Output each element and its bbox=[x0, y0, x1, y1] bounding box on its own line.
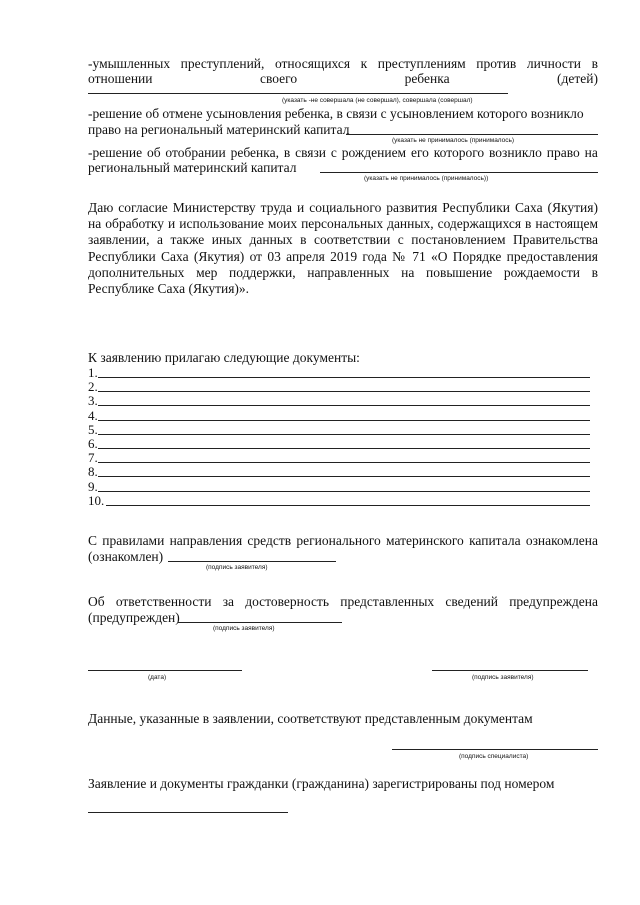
word: регионального bbox=[296, 533, 381, 548]
word: к bbox=[360, 56, 368, 71]
document-item-line[interactable] bbox=[98, 476, 590, 477]
responsibility-line-1 bbox=[88, 594, 598, 610]
word: рождением bbox=[341, 145, 407, 160]
word: отобрании bbox=[165, 145, 226, 160]
crimes-line-2 bbox=[88, 71, 598, 87]
word: на bbox=[584, 145, 598, 160]
document-item-number: 4. bbox=[88, 407, 98, 423]
registration-number-line[interactable] bbox=[88, 812, 288, 813]
document-item-line[interactable] bbox=[98, 448, 590, 449]
consent-paragraph: Даю согласие Министерству труда и социального развития Республики Саха (Якутия) на обработку и использование моих персональных данных, содержащихся в настоящем заявлении, а также иных данных в соответствии с постановлением Правительства Республики Саха (Якутия) от 03 апреля 2019 года № 71 «О Порядке предоставления дополнительных мер поддержки, направленных на повышение рождаемости в Республике Саха (Якутия)». bbox=[88, 200, 598, 297]
crimes-answer-line[interactable] bbox=[88, 93, 508, 94]
removal-line-2: региональный материнский капитал bbox=[88, 160, 297, 175]
crimes-line-1 bbox=[88, 56, 598, 72]
adoption-answer-line[interactable] bbox=[346, 134, 598, 135]
applicant-signature-hint: (подпись заявителя) bbox=[472, 674, 534, 681]
word: с bbox=[330, 145, 337, 160]
word: в bbox=[591, 56, 598, 71]
responsibility-signature-line[interactable] bbox=[178, 622, 342, 623]
document-item-line[interactable] bbox=[106, 505, 590, 506]
document-item-line[interactable] bbox=[98, 434, 590, 435]
word: материнского bbox=[386, 533, 464, 548]
document-item-line[interactable] bbox=[98, 462, 590, 463]
word: которого bbox=[433, 145, 485, 160]
word: за bbox=[222, 594, 235, 609]
word: против bbox=[476, 56, 517, 71]
rules-line-1 bbox=[88, 533, 598, 549]
word: ознакомлена bbox=[525, 533, 598, 548]
date-line[interactable] bbox=[88, 670, 242, 671]
removal-line-1 bbox=[88, 145, 598, 161]
word: связи bbox=[295, 145, 327, 160]
registration-text: Заявление и документы гражданки (гражданина) зарегистрированы под номером bbox=[88, 776, 555, 791]
document-item-number: 9. bbox=[88, 478, 98, 494]
verification-text: Данные, указанные в заявлении, соответствуют представленным документам bbox=[88, 711, 533, 726]
document-item-number: 6. bbox=[88, 436, 98, 451]
date-hint: (дата) bbox=[148, 674, 167, 681]
word: -решение bbox=[88, 145, 143, 160]
word: личности bbox=[526, 56, 582, 71]
document-item-line[interactable] bbox=[98, 405, 590, 406]
word: своего bbox=[259, 71, 298, 86]
word: ответственности bbox=[115, 594, 212, 609]
document-item-number: 7. bbox=[88, 450, 98, 466]
responsibility-hint: (подпись заявителя) bbox=[213, 625, 275, 632]
word: право bbox=[546, 145, 580, 160]
rules-signature-line[interactable] bbox=[168, 561, 336, 562]
document-item-number: 5. bbox=[88, 421, 98, 437]
word: отношении bbox=[88, 71, 153, 86]
word: предупреждена bbox=[509, 594, 598, 609]
document-item-line[interactable] bbox=[98, 391, 590, 392]
document-item-number: 3. bbox=[88, 393, 98, 409]
word: Об bbox=[88, 594, 105, 609]
adoption-line-2: право на региональный материнский капитал bbox=[88, 122, 350, 137]
document-item-number: 2. bbox=[88, 379, 98, 395]
word: его bbox=[410, 145, 429, 160]
document-item-number: 10. bbox=[88, 492, 105, 508]
specialist-signature-line[interactable] bbox=[392, 749, 598, 750]
document-item-line[interactable] bbox=[98, 377, 590, 378]
document-item-number: 1. bbox=[88, 365, 98, 380]
word: направления bbox=[169, 533, 243, 548]
word: об bbox=[146, 145, 161, 160]
responsibility-line-2: (предупрежден) bbox=[88, 610, 180, 625]
removal-hint: (указать не принималось (принималось)) bbox=[364, 175, 489, 182]
adoption-line-1: -решение об отмене усыновления ребенка, в связи с усыновлением которого возникло bbox=[88, 106, 584, 121]
word: преступлениям bbox=[377, 56, 466, 71]
word: средств bbox=[247, 533, 292, 548]
word: (детей) bbox=[557, 71, 598, 86]
word: сведений bbox=[445, 594, 498, 609]
word: -умышленных bbox=[88, 56, 171, 71]
documents-heading: К заявлению прилагаю следующие документы: bbox=[88, 350, 360, 365]
specialist-hint: (подпись специалиста) bbox=[459, 753, 529, 760]
word: С bbox=[88, 533, 98, 548]
word: достоверность bbox=[245, 594, 330, 609]
word: представленных bbox=[340, 594, 435, 609]
word: правилами bbox=[102, 533, 165, 548]
document-item-number: 8. bbox=[88, 464, 98, 480]
word: возникло bbox=[489, 145, 542, 160]
applicant-signature-line[interactable] bbox=[432, 670, 588, 671]
word: относящихся bbox=[274, 56, 351, 71]
word: преступлений, bbox=[180, 56, 265, 71]
document-item-line[interactable] bbox=[98, 420, 590, 421]
rules-hint: (подпись заявителя) bbox=[206, 564, 268, 571]
adoption-hint: (указать не принималось (принималось) bbox=[392, 137, 515, 144]
word: ребенка bbox=[404, 71, 450, 86]
removal-answer-line[interactable] bbox=[320, 172, 598, 173]
word: в bbox=[283, 145, 291, 160]
crimes-hint: (указать -не совершала (не совершал), совершала (совершал) bbox=[282, 97, 473, 104]
document-item-line[interactable] bbox=[98, 491, 590, 492]
rules-line-2: (ознакомлен) bbox=[88, 549, 164, 564]
word: ребенка, bbox=[230, 145, 279, 160]
word: капитала bbox=[469, 533, 521, 548]
